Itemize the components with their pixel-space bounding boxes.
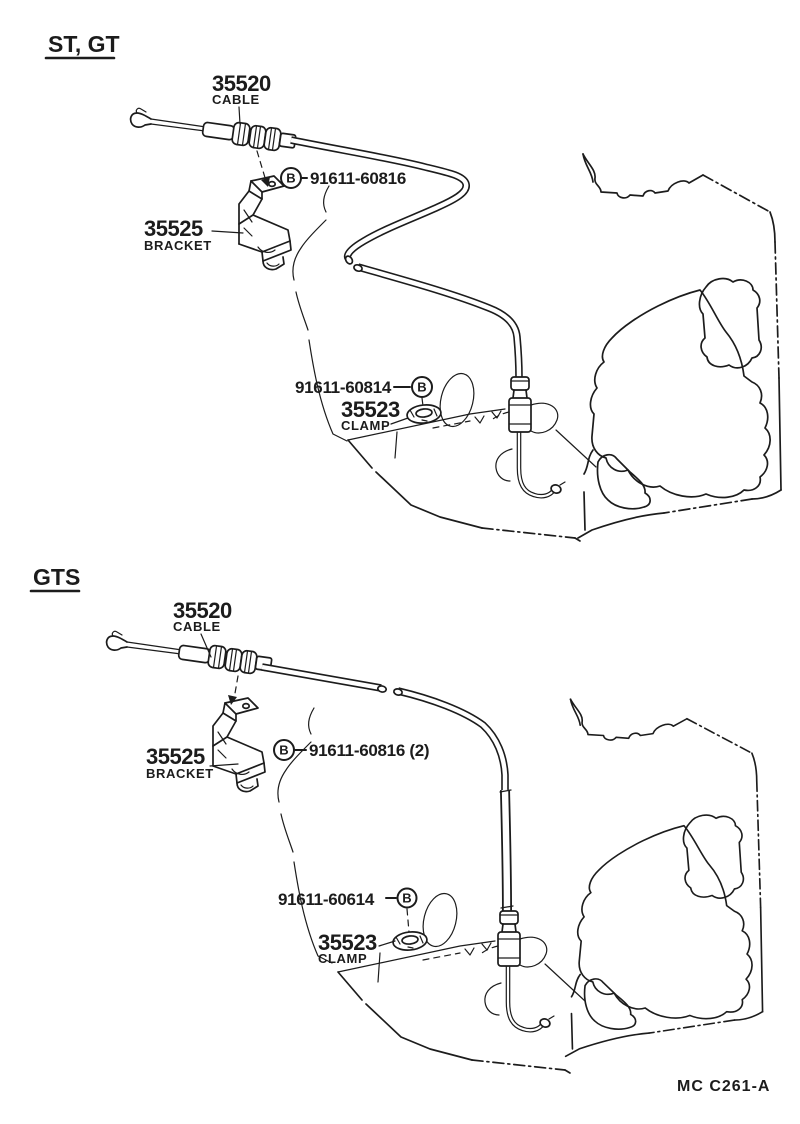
- bolt-leader-dashed: [234, 676, 238, 699]
- bracket-part-number: 35525: [144, 216, 203, 241]
- diagram-gts: [31, 564, 763, 1073]
- oil-pan-outline: [338, 941, 570, 1073]
- cable-part-name: CABLE: [173, 619, 221, 634]
- cable-front-assembly: [107, 631, 272, 674]
- bracket-part-name: BRACKET: [144, 238, 212, 253]
- transmission-fitting: [490, 377, 596, 496]
- variant-heading: ST, GT: [48, 31, 120, 57]
- diagram-st-gt: [46, 31, 781, 541]
- cable-assembly: [262, 667, 513, 911]
- bolt-leader-dashed: [257, 151, 266, 181]
- cable-front-assembly: [131, 108, 296, 151]
- bolt-marker-letter: B: [286, 170, 296, 186]
- cable-part-number: 35520: [173, 598, 232, 623]
- clamp-leader-tail: [378, 953, 380, 982]
- bracket-leader: [210, 764, 238, 766]
- figure-code: MC C261-A: [677, 1078, 771, 1095]
- engine-outline: [566, 699, 763, 1056]
- bracket-part-name: BRACKET: [146, 766, 214, 781]
- body-edge-line: [293, 186, 347, 441]
- bracket-bolt-number: 91611-60816 (2): [309, 741, 430, 760]
- bracket-bolt-number: 91611-60816: [310, 169, 406, 188]
- bolt-marker-letter: B: [279, 742, 289, 758]
- clamp-part: [392, 930, 428, 951]
- bracket-part: [239, 176, 291, 270]
- clamp-part-number: 35523: [341, 397, 400, 422]
- clamp-leader-tail: [395, 432, 397, 458]
- clamp-part-number: 35523: [318, 930, 377, 955]
- bracket-bolt-callout: [281, 168, 406, 188]
- bolt-marker-letter: B: [417, 379, 427, 395]
- case-opening-oval: [435, 370, 479, 430]
- bolt-to-clamp-dashed: [407, 909, 409, 932]
- clamp-bolt-number: 91611-60814: [295, 378, 391, 397]
- bolt-marker-letter: B: [402, 890, 412, 906]
- clamp-part-name: CLAMP: [341, 418, 391, 433]
- bracket-part-number: 35525: [146, 744, 205, 769]
- engine-outline: [578, 154, 781, 538]
- cable-part-number: 35520: [212, 71, 271, 96]
- cable-leader: [239, 107, 240, 124]
- clamp-bolt-number: 91611-60614: [278, 890, 374, 909]
- clamp-bolt-callout: [278, 889, 417, 933]
- bracket-part: [213, 698, 265, 792]
- clamp-part-name: CLAMP: [318, 951, 368, 966]
- variant-heading: GTS: [33, 564, 81, 590]
- transmission-fitting: [479, 911, 585, 1030]
- cable-part-name: CABLE: [212, 92, 260, 107]
